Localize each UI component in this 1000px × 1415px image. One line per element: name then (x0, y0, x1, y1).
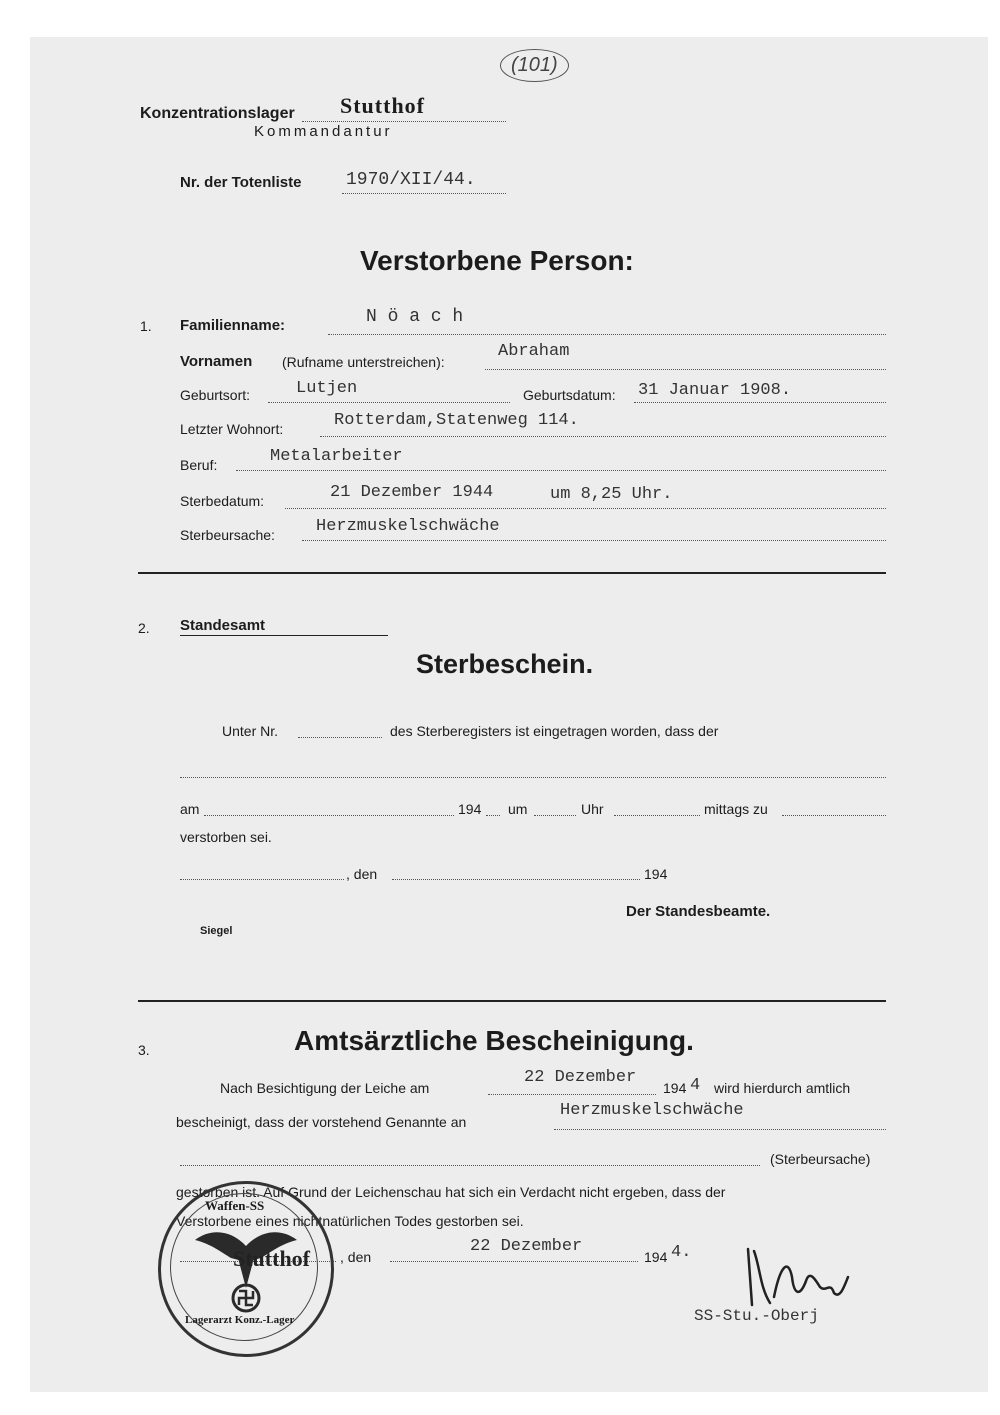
section1-title: Verstorbene Person: (360, 245, 634, 276)
mittags-line (782, 815, 886, 816)
sign-year-digit: 4. (671, 1243, 692, 1262)
um-line (534, 815, 576, 816)
stamp-top: Waffen-SS (205, 1198, 265, 1213)
sign-year-label: 194 (644, 1249, 668, 1265)
exam-line-a: Nach Besichtigung der Leiche am (220, 1080, 430, 1096)
occupation-line (236, 470, 886, 471)
register-line-b: des Sterberegisters ist eingetragen worden, dass der (390, 723, 719, 739)
birthdate-value: 31 Januar 1908. (638, 381, 792, 400)
death-date-label: Sterbedatum: (180, 493, 265, 509)
residence-value: Rotterdam,Statenweg 114. (334, 411, 579, 430)
sign-date-value: 22 Dezember (470, 1237, 583, 1256)
camp-name-line (302, 121, 506, 122)
registrar-label: Der Standesbeamte. (626, 903, 771, 920)
exam-year-label: 194 (663, 1080, 687, 1096)
year-194-label: 194 (458, 801, 482, 817)
exam-date-line (488, 1094, 656, 1095)
family-name-line (328, 334, 886, 335)
section2-number: 2. (138, 620, 150, 636)
registry-office-line (180, 635, 388, 636)
sign-den-label: , den (340, 1249, 372, 1265)
death-time-value: um 8,25 Uhr. (550, 485, 673, 504)
am-line (204, 815, 454, 816)
cause-value: Herzmuskelschwäche (316, 517, 500, 536)
residence-line (320, 436, 886, 437)
registry-office-label: Standesamt (180, 617, 266, 634)
certify-line-a: bescheinigt, dass der vorstehend Genannte an (176, 1114, 467, 1130)
cause-continuation-line (180, 1165, 760, 1166)
section1-number: 1. (140, 318, 152, 334)
official-stamp (158, 1181, 334, 1357)
exam-date-value: 22 Dezember (524, 1068, 637, 1087)
family-name-value: N ö a c h (366, 307, 464, 327)
first-names-hint: (Rufname unterstreichen): (282, 354, 445, 370)
register-line-a: Unter Nr. (222, 723, 279, 739)
stamp-bottom: Lagerarzt Konz.-Lager (185, 1314, 295, 1326)
cause-line (302, 540, 886, 541)
first-names-value: Abraham (498, 342, 570, 361)
certify-cause-value: Herzmuskelschwäche (560, 1101, 744, 1120)
family-name-label: Familienname: (180, 317, 286, 334)
section2-divider (138, 1000, 886, 1002)
mittags-label: mittags zu (704, 801, 768, 817)
list-number: 1970/XII/44. (346, 170, 476, 190)
exam-line-b: wird hierdurch amtlich (714, 1080, 851, 1096)
am-label: am (180, 801, 200, 817)
sign-date-line (390, 1261, 638, 1262)
document-page (30, 37, 988, 1392)
occupation-label: Beruf: (180, 457, 218, 473)
den-line (392, 879, 640, 880)
section3-title: Amtsärztliche Bescheinigung. (294, 1025, 694, 1056)
certify-cause-line (554, 1129, 886, 1130)
certify-line-4: gestorben ist. Auf Grund der Leichenschau hat sich ein Verdacht nicht ergeben, dass der (176, 1184, 726, 1200)
register-number-line (298, 737, 382, 738)
section2-title: Sterbeschein. (416, 649, 594, 679)
birthplace-line (268, 402, 510, 403)
section3-number: 3. (138, 1042, 150, 1058)
list-number-line (342, 193, 506, 194)
uhr-label: Uhr (581, 801, 604, 817)
first-names-line (485, 369, 886, 370)
birthplace-label: Geburtsort: (180, 387, 251, 403)
exam-year-digit: 4 (690, 1076, 701, 1095)
certify-line-5: Verstorbene eines nichtnatürlichen Todes gestorben sei. (176, 1213, 524, 1229)
death-date-value: 21 Dezember 1944 (330, 483, 494, 502)
camp-name: Stutthof (340, 93, 426, 118)
year-194b-label: 194 (644, 866, 668, 882)
office-label: Kommandantur (254, 123, 393, 140)
stamp-middle: Stutthof (233, 1246, 311, 1271)
cause-suffix: (Sterbeursache) (770, 1151, 871, 1167)
residence-label: Letzter Wohnort: (180, 421, 284, 437)
signer-title: SS-Stu.-Oberj (694, 1307, 819, 1325)
birthdate-line (634, 402, 886, 403)
place-line (180, 879, 344, 880)
year-line (486, 815, 500, 816)
den-label: , den (346, 866, 378, 882)
list-label: Nr. der Totenliste (180, 174, 302, 191)
register-name-line (180, 777, 886, 778)
cause-label: Sterbeursache: (180, 527, 275, 543)
birthplace-value: Lutjen (296, 379, 358, 398)
first-names-label: Vornamen (180, 353, 253, 370)
annotation-number: (101) (500, 49, 569, 82)
death-date-line (285, 508, 886, 509)
seal-label: Siegel (200, 925, 233, 937)
verstorben-label: verstorben sei. (180, 829, 272, 845)
section1-divider (138, 572, 886, 574)
um-label: um (508, 801, 528, 817)
uhr-line (614, 815, 700, 816)
camp-label: Konzentrationslager (140, 105, 295, 122)
birthdate-label: Geburtsdatum: (523, 387, 616, 403)
occupation-value: Metalarbeiter (270, 447, 403, 466)
